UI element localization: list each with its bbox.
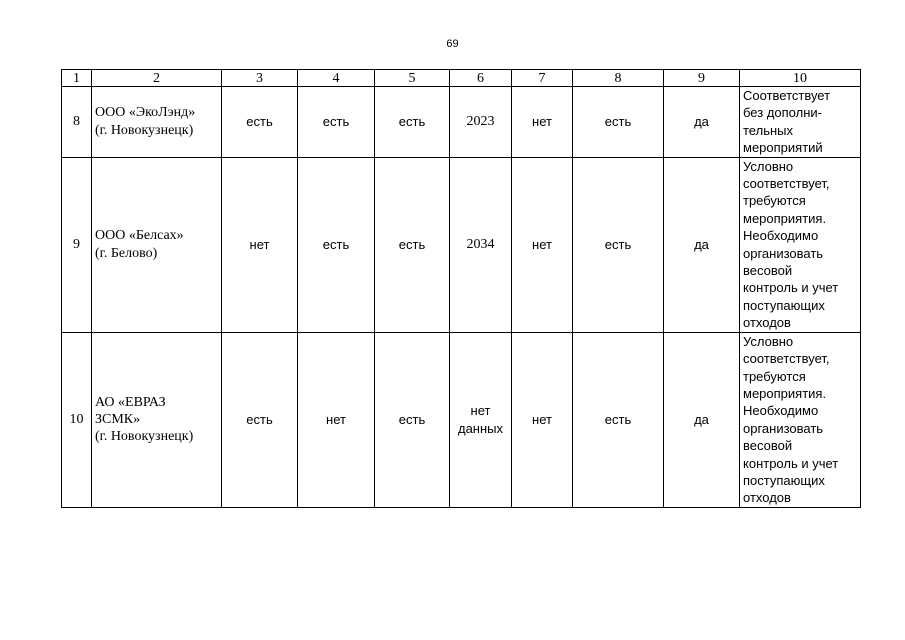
note-line: тельных [743, 122, 793, 138]
organization-city: (г. Новокузнецк) [95, 429, 194, 445]
header-row [62, 70, 861, 87]
cell-col4: есть [298, 87, 375, 158]
header-cell-9: 9 [664, 70, 740, 87]
header-cell-7: 7 [512, 70, 573, 87]
note-line: Необходимо [743, 403, 819, 419]
header-cell-5: 5 [375, 70, 450, 87]
page-number: 69 [446, 38, 459, 50]
cell-col9: да [664, 87, 740, 158]
header-cell-8: 8 [573, 70, 664, 87]
note-line: организовать [743, 245, 824, 261]
note-line: мероприятия. [743, 385, 827, 401]
cell-col4: есть [298, 157, 375, 332]
organization-name: ООО «ЭкоЛэнд» [95, 105, 196, 121]
header-cell-10: 10 [740, 70, 861, 87]
organization-cell [92, 332, 222, 507]
organization-name: ООО «Белсах» [95, 228, 184, 244]
note-line: соответствует, [743, 176, 830, 192]
table-row [62, 157, 861, 332]
cell-col5: есть [375, 157, 450, 332]
note-line: Условно [743, 158, 794, 174]
cell-col5: есть [375, 332, 450, 507]
row-number: 10 [62, 332, 92, 507]
note-line: отходов [743, 315, 791, 331]
cell-col6-line: 2034 [466, 236, 495, 252]
cell-col8: есть [573, 87, 664, 158]
organization-city: (г. Белово) [95, 245, 158, 261]
organization-cell [92, 87, 222, 158]
compliance-note [740, 87, 861, 158]
cell-col8: есть [573, 332, 664, 507]
note-line: весовой [743, 438, 793, 454]
cell-col6-line: 2023 [466, 114, 495, 130]
header-cell-4: 4 [298, 70, 375, 87]
header-cell-3: 3 [222, 70, 298, 87]
table-row [62, 332, 861, 507]
note-line: отходов [743, 490, 791, 506]
note-line: мероприятия. [743, 210, 827, 226]
cell-col3: есть [222, 87, 298, 158]
cell-col8: есть [573, 157, 664, 332]
note-line: весовой [743, 263, 793, 279]
note-line: Соответствует [743, 88, 831, 103]
note-line: поступающих [743, 297, 825, 313]
note-line: Условно [743, 333, 794, 349]
cell-col6 [450, 332, 512, 507]
cell-col6-line: нет [470, 403, 491, 419]
organization-name: ЗСМК» [95, 412, 141, 428]
note-line: поступающих [743, 472, 825, 488]
row-number: 8 [62, 87, 92, 158]
cell-col5: есть [375, 87, 450, 158]
note-line: требуются [743, 193, 806, 209]
row-number: 9 [62, 157, 92, 332]
header-cell-6: 6 [450, 70, 512, 87]
cell-col6 [450, 87, 512, 158]
header-cell-1: 1 [62, 70, 92, 87]
waste-facilities-table [61, 69, 861, 508]
cell-col7: нет [512, 157, 573, 332]
note-line: организовать [743, 420, 824, 436]
cell-col6 [450, 157, 512, 332]
organization-city: (г. Новокузнецк) [95, 122, 194, 138]
cell-col7: нет [512, 87, 573, 158]
cell-col9: да [664, 332, 740, 507]
compliance-note [740, 332, 861, 507]
table-row [62, 87, 861, 158]
cell-col3: есть [222, 332, 298, 507]
note-line: требуются [743, 368, 806, 384]
cell-col6-line: данных [457, 420, 504, 436]
note-line: мероприятий [743, 140, 823, 156]
note-line: без дополни- [743, 105, 822, 121]
note-line: контроль и учет [743, 455, 839, 471]
header-cell-2: 2 [92, 70, 222, 87]
note-line: соответствует, [743, 351, 830, 367]
note-line: Необходимо [743, 228, 819, 244]
cell-col4: нет [298, 332, 375, 507]
organization-name: АО «ЕВРАЗ [95, 394, 166, 410]
organization-cell [92, 157, 222, 332]
cell-col3: нет [222, 157, 298, 332]
note-line: контроль и учет [743, 280, 839, 296]
cell-col9: да [664, 157, 740, 332]
cell-col7: нет [512, 332, 573, 507]
compliance-note [740, 157, 861, 332]
